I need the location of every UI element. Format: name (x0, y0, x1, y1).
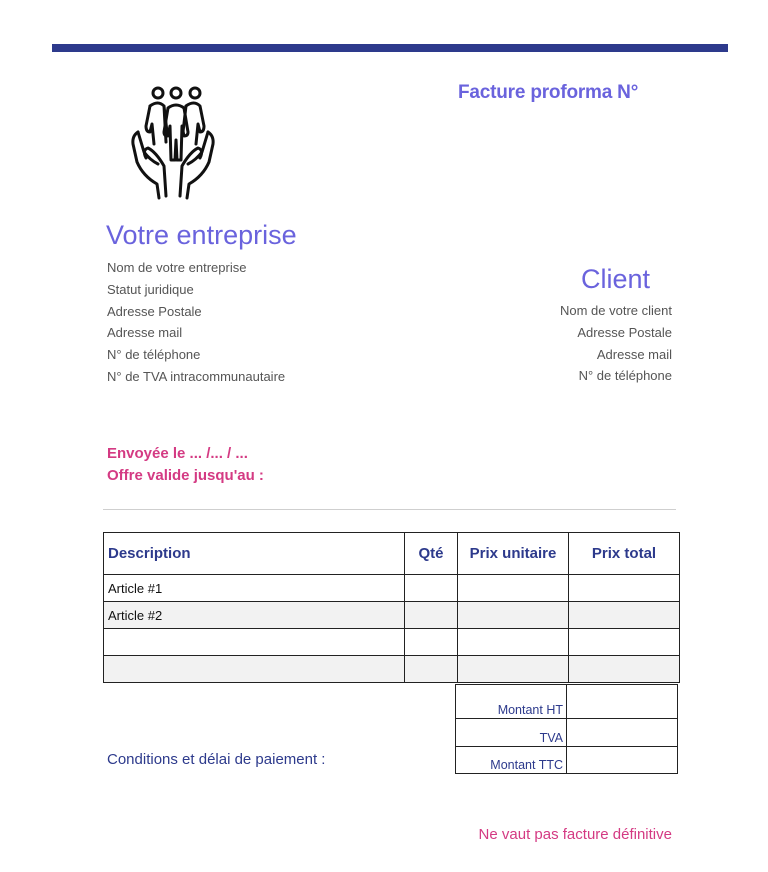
total-row-ttc (456, 747, 678, 774)
cell-description[interactable]: Article #1 (104, 575, 405, 602)
table-row (104, 629, 680, 656)
cell-unit-price[interactable] (458, 602, 569, 629)
label-montant-ttc: Montant TTC (456, 747, 567, 774)
header-unit-price: Prix unitaire (458, 533, 569, 575)
cell-total-price[interactable] (569, 629, 680, 656)
totals-table (455, 684, 678, 774)
table-row (104, 656, 680, 683)
client-email: Adresse mail (596, 346, 672, 362)
value-montant-ttc[interactable] (567, 747, 678, 774)
total-row-tva (456, 719, 678, 747)
items-table (103, 532, 680, 683)
cell-description[interactable] (104, 629, 405, 656)
cell-quantity[interactable] (405, 602, 458, 629)
value-tva[interactable] (567, 719, 678, 747)
company-postal-address: Adresse Postale (107, 303, 202, 319)
invoice-title: Facture proforma N° (458, 82, 639, 103)
cell-description[interactable] (104, 656, 405, 683)
cell-unit-price[interactable] (458, 629, 569, 656)
company-name: Nom de votre entreprise (107, 260, 247, 275)
dates-block (107, 443, 264, 487)
header-total-price: Prix total (569, 533, 680, 575)
valid-until: Offre valide jusqu'au : (107, 467, 264, 484)
client-heading: Client (581, 264, 651, 294)
sent-date: Envoyée le ... /... / ... (107, 445, 248, 462)
header-description: Description (104, 533, 405, 575)
company-heading: Votre entreprise (106, 220, 297, 250)
table-header-row (104, 533, 680, 575)
cell-description[interactable]: Article #2 (104, 602, 405, 629)
total-row-ht (456, 685, 678, 719)
company-details (107, 257, 285, 388)
payment-conditions: Conditions et délai de paiement : (107, 751, 326, 768)
client-details (560, 300, 672, 387)
client-postal-address: Adresse Postale (577, 324, 672, 340)
cell-unit-price[interactable] (458, 656, 569, 683)
cell-total-price[interactable] (569, 602, 680, 629)
company-email: Adresse mail (107, 325, 183, 341)
disclaimer-note: Ne vaut pas facture définitive (478, 826, 672, 843)
company-legal-status: Statut juridique (107, 281, 194, 297)
client-name: Nom de votre client (560, 303, 672, 318)
client-phone: N° de téléphone (578, 368, 672, 384)
table-row (104, 602, 680, 629)
table-row (104, 575, 680, 602)
cell-quantity[interactable] (405, 575, 458, 602)
label-tva: TVA (456, 719, 567, 747)
header-quantity: Qté (405, 533, 458, 575)
company-phone: N° de téléphone (107, 347, 201, 363)
people-in-hands-icon (128, 84, 218, 200)
company-vat-number: N° de TVA intracommunautaire (107, 368, 286, 384)
cell-quantity[interactable] (405, 656, 458, 683)
label-montant-ht: Montant HT (456, 685, 567, 719)
header-bar (52, 44, 728, 52)
divider (103, 509, 676, 510)
value-montant-ht[interactable] (567, 685, 678, 719)
cell-total-price[interactable] (569, 656, 680, 683)
cell-total-price[interactable] (569, 575, 680, 602)
cell-quantity[interactable] (405, 629, 458, 656)
cell-unit-price[interactable] (458, 575, 569, 602)
